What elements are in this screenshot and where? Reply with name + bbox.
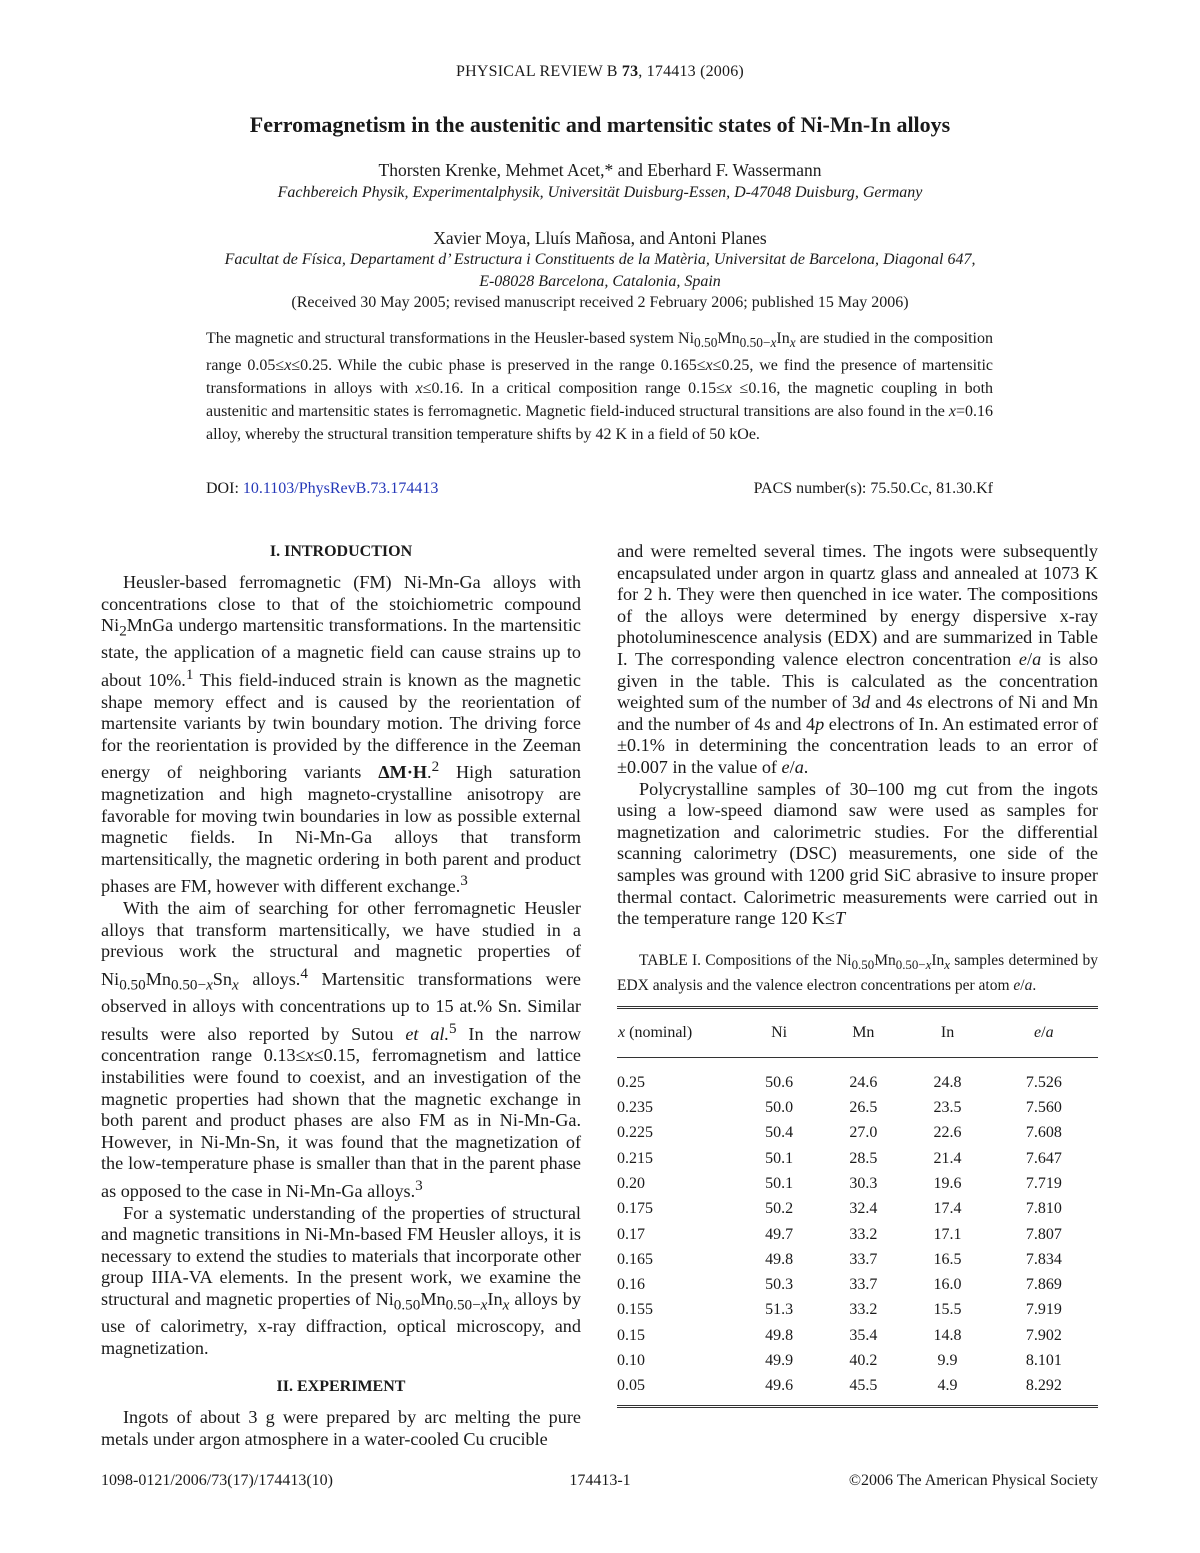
table-cell: 7.647 [1025,1149,1062,1167]
experiment-paragraph-1: Ingots of about 3 g were prepared by arc melting the pure metals under argon atmosphere in a water-cooled Cu crucible [101,1407,581,1450]
table-row [617,1348,1098,1373]
table-cell: 50.0 [765,1099,794,1117]
table-row [617,1247,1098,1272]
table-cell: 33.2 [849,1301,878,1319]
affiliation-2-line-1: Facultat de Física, Departament d’ Estructura i Constituents de la Matèria, Universitat de Barcelona, Diagonal 647, [224,251,976,268]
table-cell: 15.5 [933,1301,962,1319]
table-cell: 0.25 [617,1073,645,1091]
table-cell: 0.235 [617,1099,653,1117]
table-cell: 22.6 [933,1124,962,1142]
table-cell: 0.155 [617,1301,653,1319]
table-cell: 7.526 [1025,1073,1062,1091]
section-heading-introduction: I. INTRODUCTION [269,543,413,560]
intro-paragraph-1: Heusler-based ferromagnetic (FM) Ni-Mn-Ga alloys with concentrations close to that of the stoichiometric compound $Ni_2MnGa$ undergo martensitic transformations. In the martensitic state, the application of a magnetic field can cause strains up to about 10%.$^1$ This field-induced strain is known as the magnetic shape memory effect and is caused by the reorientation of martensite variants by twin boundary motion. The driving force for the reorientation is provided by the difference in the Zeeman energy of neighboring variants ΔM·H.$^2$ High saturation magnetization and high magneto-crystalline anisotropy are favorable for moving twin boundaries in low as possible external magnetic fields. In Ni-Mn-Ga alloys that transform martensitically, the magnetic ordering in both parent and product phases are FM, however with different exchange.$^3$ [101,572,581,897]
table-cell: 7.869 [1025,1276,1062,1294]
table-cell: 0.225 [617,1124,653,1142]
journal-volume: 73 [621,63,639,80]
table-cell: 0.175 [617,1200,653,1218]
table-cell: 23.5 [933,1099,962,1117]
table-cell: 50.2 [765,1200,794,1218]
table-cell: 7.608 [1025,1124,1062,1142]
table-cell: 0.20 [617,1174,645,1192]
table-row [617,1272,1098,1297]
table-cell: 33.7 [849,1250,878,1268]
table-cell: 16.5 [933,1250,962,1268]
table-cell: 7.807 [1025,1225,1062,1243]
table-cell: 0.165 [617,1250,653,1268]
table-cell: 7.719 [1025,1174,1062,1192]
left-column [101,541,581,1451]
column-header-ni: Ni [737,1007,821,1057]
footer-page-number: 174413-1 [569,1472,631,1489]
caption-text-middle: samples determined by EDX analysis and the valence electron concentrations per atom [617,951,1098,994]
table-cell: 49.8 [765,1326,794,1344]
column-header-in: In [905,1007,989,1057]
table-cell: 45.5 [821,1373,905,1406]
table-cell: 49.9 [765,1352,794,1370]
caption-text-end: . [1032,976,1037,994]
table-header-row [617,1007,1098,1057]
composition-table [617,1006,1098,1408]
table-cell: 24.6 [849,1073,878,1091]
received-dates: (Received 30 May 2005; revised manuscript received 2 February 2006; published 15 May 2006) [291,294,909,311]
table-cell: 27.0 [849,1124,878,1142]
intro-paragraph-3: For a systematic understanding of the properties of structural and magnetic transitions in Ni-Mn-based FM Heusler alloys, it is necessary to extend the studies to materials that incorporate other group IIIA-VA elements. In the present work, we examine the structural and magnetic properties of $Ni_{0.50}Mn_{0.50-x}In_x$ alloys by use of calorimetry, x-ray diffraction, optical microscopy, and magnetization. [101,1202,581,1358]
table-row [617,1222,1098,1247]
table-cell: 0.215 [617,1149,653,1167]
experiment-paragraph-2: Polycrystalline samples of 30–100 mg cut from the ingots using a low-speed diamond saw were used as samples for magnetization and calorimetric studies. For the differential scanning calorimetry (DSC) measurements, one side of the samples was ground with 1200 grid SiC abrasive to insure proper thermal contact. Calorimetric measurements were carried out in the temperature range 120 K≤T [617,778,1098,929]
table-cell: 33.7 [849,1276,878,1294]
table-cell: 7.810 [1025,1200,1062,1218]
journal-header [0,63,1200,81]
intro-paragraph-2: With the aim of searching for other ferromagnetic Heusler alloys that transform martensitically, we have studied in a previous work the structural and magnetic properties of $Ni_{0.50}Mn_{0.50-x}Sn_x$ alloys.$^4$ Martensitic transformations were observed in alloys with concentrations up to 15 at.% Sn. Similar results were also reported by Sutou et al.$^5$ In the narrow concentration range 0.13≤x≤0.15, ferromagnetism and lattice instabilities were found to coexist, and an investigation of the magnetic properties had shown that the magnetic exchange in both parent and product phases are also FM as in Ni-Mn-Ga. However, in Ni-Mn-Sn, it was found that the magnetization of the low-temperature phase is smaller than that in the parent phase as opposed to the case in Ni-Mn-Ga alloys.$^3$ [101,898,581,1202]
table-row [617,1297,1098,1322]
affiliation-2-line-2: E-08028 Barcelona, Catalonia, Spain [479,273,721,290]
table-caption: TABLE I. Compositions of the $Ni_{0.50}Mn_{0.50-x}In_x$ samples determined by EDX analysis and the valence electron concentrations per atom e/a. [617,951,1098,994]
section-heading-experiment: II. EXPERIMENT [276,1378,406,1396]
table-cell: 7.560 [1025,1099,1062,1117]
doi-label: DOI: [206,480,243,497]
table-cell: 0.15 [617,1326,645,1344]
table-cell: 19.6 [933,1174,962,1192]
table-row [617,1196,1098,1221]
table-cell: 9.9 [937,1352,958,1370]
table-row [617,1095,1098,1120]
table-cell: 0.16 [617,1276,645,1294]
table-cell: 49.6 [737,1373,821,1406]
footer-issn: 1098-0121/2006/73(17)/174413(10) [101,1472,333,1489]
table-row [617,1146,1098,1171]
table-cell: 7.834 [1025,1250,1062,1268]
table-cell: 33.2 [849,1225,878,1243]
table-cell: 49.8 [765,1250,794,1268]
table-cell: 40.2 [849,1352,878,1370]
table-cell: 50.1 [765,1174,794,1192]
table-cell: 35.4 [849,1326,878,1344]
table-row [617,1171,1098,1196]
table-cell: 17.4 [933,1200,962,1218]
table-cell: 0.17 [617,1225,645,1243]
journal-article-number: , 174413 (2006) [638,63,744,80]
table-row [617,1057,1098,1095]
table-cell: 50.6 [765,1073,794,1091]
authors-group-2: Xavier Moya, Lluís Mañosa, and Antoni Planes [433,228,767,248]
table-cell: 7.902 [1025,1326,1062,1344]
abstract: The magnetic and structural transformations in the Heusler-based system $Ni_{0.50}Mn_{0.50-x}In_x$ are studied in the composition range 0.05≤x≤0.25. While the cubic phase is preserved in the range 0.165≤x≤0.25, we find the presence of martensitic transformations in alloys with x≤0.16. In a critical composition range 0.15≤x ≤0.16, the magnetic coupling in both austenitic and martensitic states is ferromagnetic. Magnetic field-induced structural transitions are also found in the x=0.16 alloy, whereby the structural transition temperature shifts by 42 K in a field of 50 kOe. [206,330,994,444]
table-cell: 24.8 [933,1073,962,1091]
paper-title: Ferromagnetism in the austenitic and martensitic states of Ni-Mn-In alloys [249,112,951,137]
doi-link[interactable]: 10.1103/PhysRevB.73.174413 [242,480,439,497]
experiment-paragraph-1-continued: and were remelted several times. The ingots were subsequently encapsulated under argon in quartz glass and annealed at 1073 K for 2 h. They were then quenched in ice water. The compositions of the alloys were determined by energy dispersive x-ray photoluminescence analysis (EDX) and are summarized in Table I. The corresponding valence electron concentration e/a is also given in the table. This is calculated as the concentration weighted sum of the number of 3d and 4s electrons of Ni and Mn and the number of 4s and 4p electrons of In. An estimated error of ±0.1% in determining the concentration leads to an error of ±0.007 in the value of e/a. [617,541,1099,777]
table-cell: 49.7 [765,1225,794,1243]
table-cell: 26.5 [849,1099,878,1117]
table-cell: 0.05 [617,1373,737,1406]
column-header-ea: e/a [990,1007,1098,1057]
table-cell: 30.3 [849,1174,878,1192]
authors-group-1: Thorsten Krenke, Mehmet Acet,* and Eberhard F. Wassermann [378,160,822,180]
doi-pacs-row [206,480,993,498]
table-row [617,1120,1098,1145]
journal-name: PHYSICAL REVIEW B [456,63,622,80]
table-cell: 8.292 [990,1373,1098,1406]
table-cell: 16.0 [933,1276,962,1294]
table-cell: 14.8 [933,1326,962,1344]
caption-text-start: TABLE I. Compositions of the [639,951,837,969]
table-row [617,1373,1098,1406]
table-cell: 50.3 [765,1276,794,1294]
table-cell: 21.4 [933,1149,962,1167]
column-header-x-nominal: x (nominal) [617,1007,737,1057]
table-cell: 32.4 [849,1200,878,1218]
affiliation-1: Fachbereich Physik, Experimentalphysik, Universität Duisburg-Essen, D-47048 Duisburg, Germany [277,184,923,201]
table-cell: 4.9 [905,1373,989,1406]
pacs-numbers: PACS number(s): 75.50.Cc, 81.30.Kf [753,480,993,497]
table-cell: 7.919 [1025,1301,1062,1319]
table-cell: 51.3 [765,1301,794,1319]
footer-copyright: ©2006 The American Physical Society [848,1472,1098,1489]
table-row [617,1323,1098,1348]
column-header-mn: Mn [821,1007,905,1057]
table-cell: 8.101 [1025,1352,1062,1370]
table-cell: 50.4 [765,1124,794,1142]
table-cell: 28.5 [849,1149,878,1167]
table-cell: 0.10 [617,1352,645,1370]
table-cell: 50.1 [765,1149,794,1167]
right-column [617,541,1098,1408]
table-cell: 17.1 [933,1225,962,1243]
